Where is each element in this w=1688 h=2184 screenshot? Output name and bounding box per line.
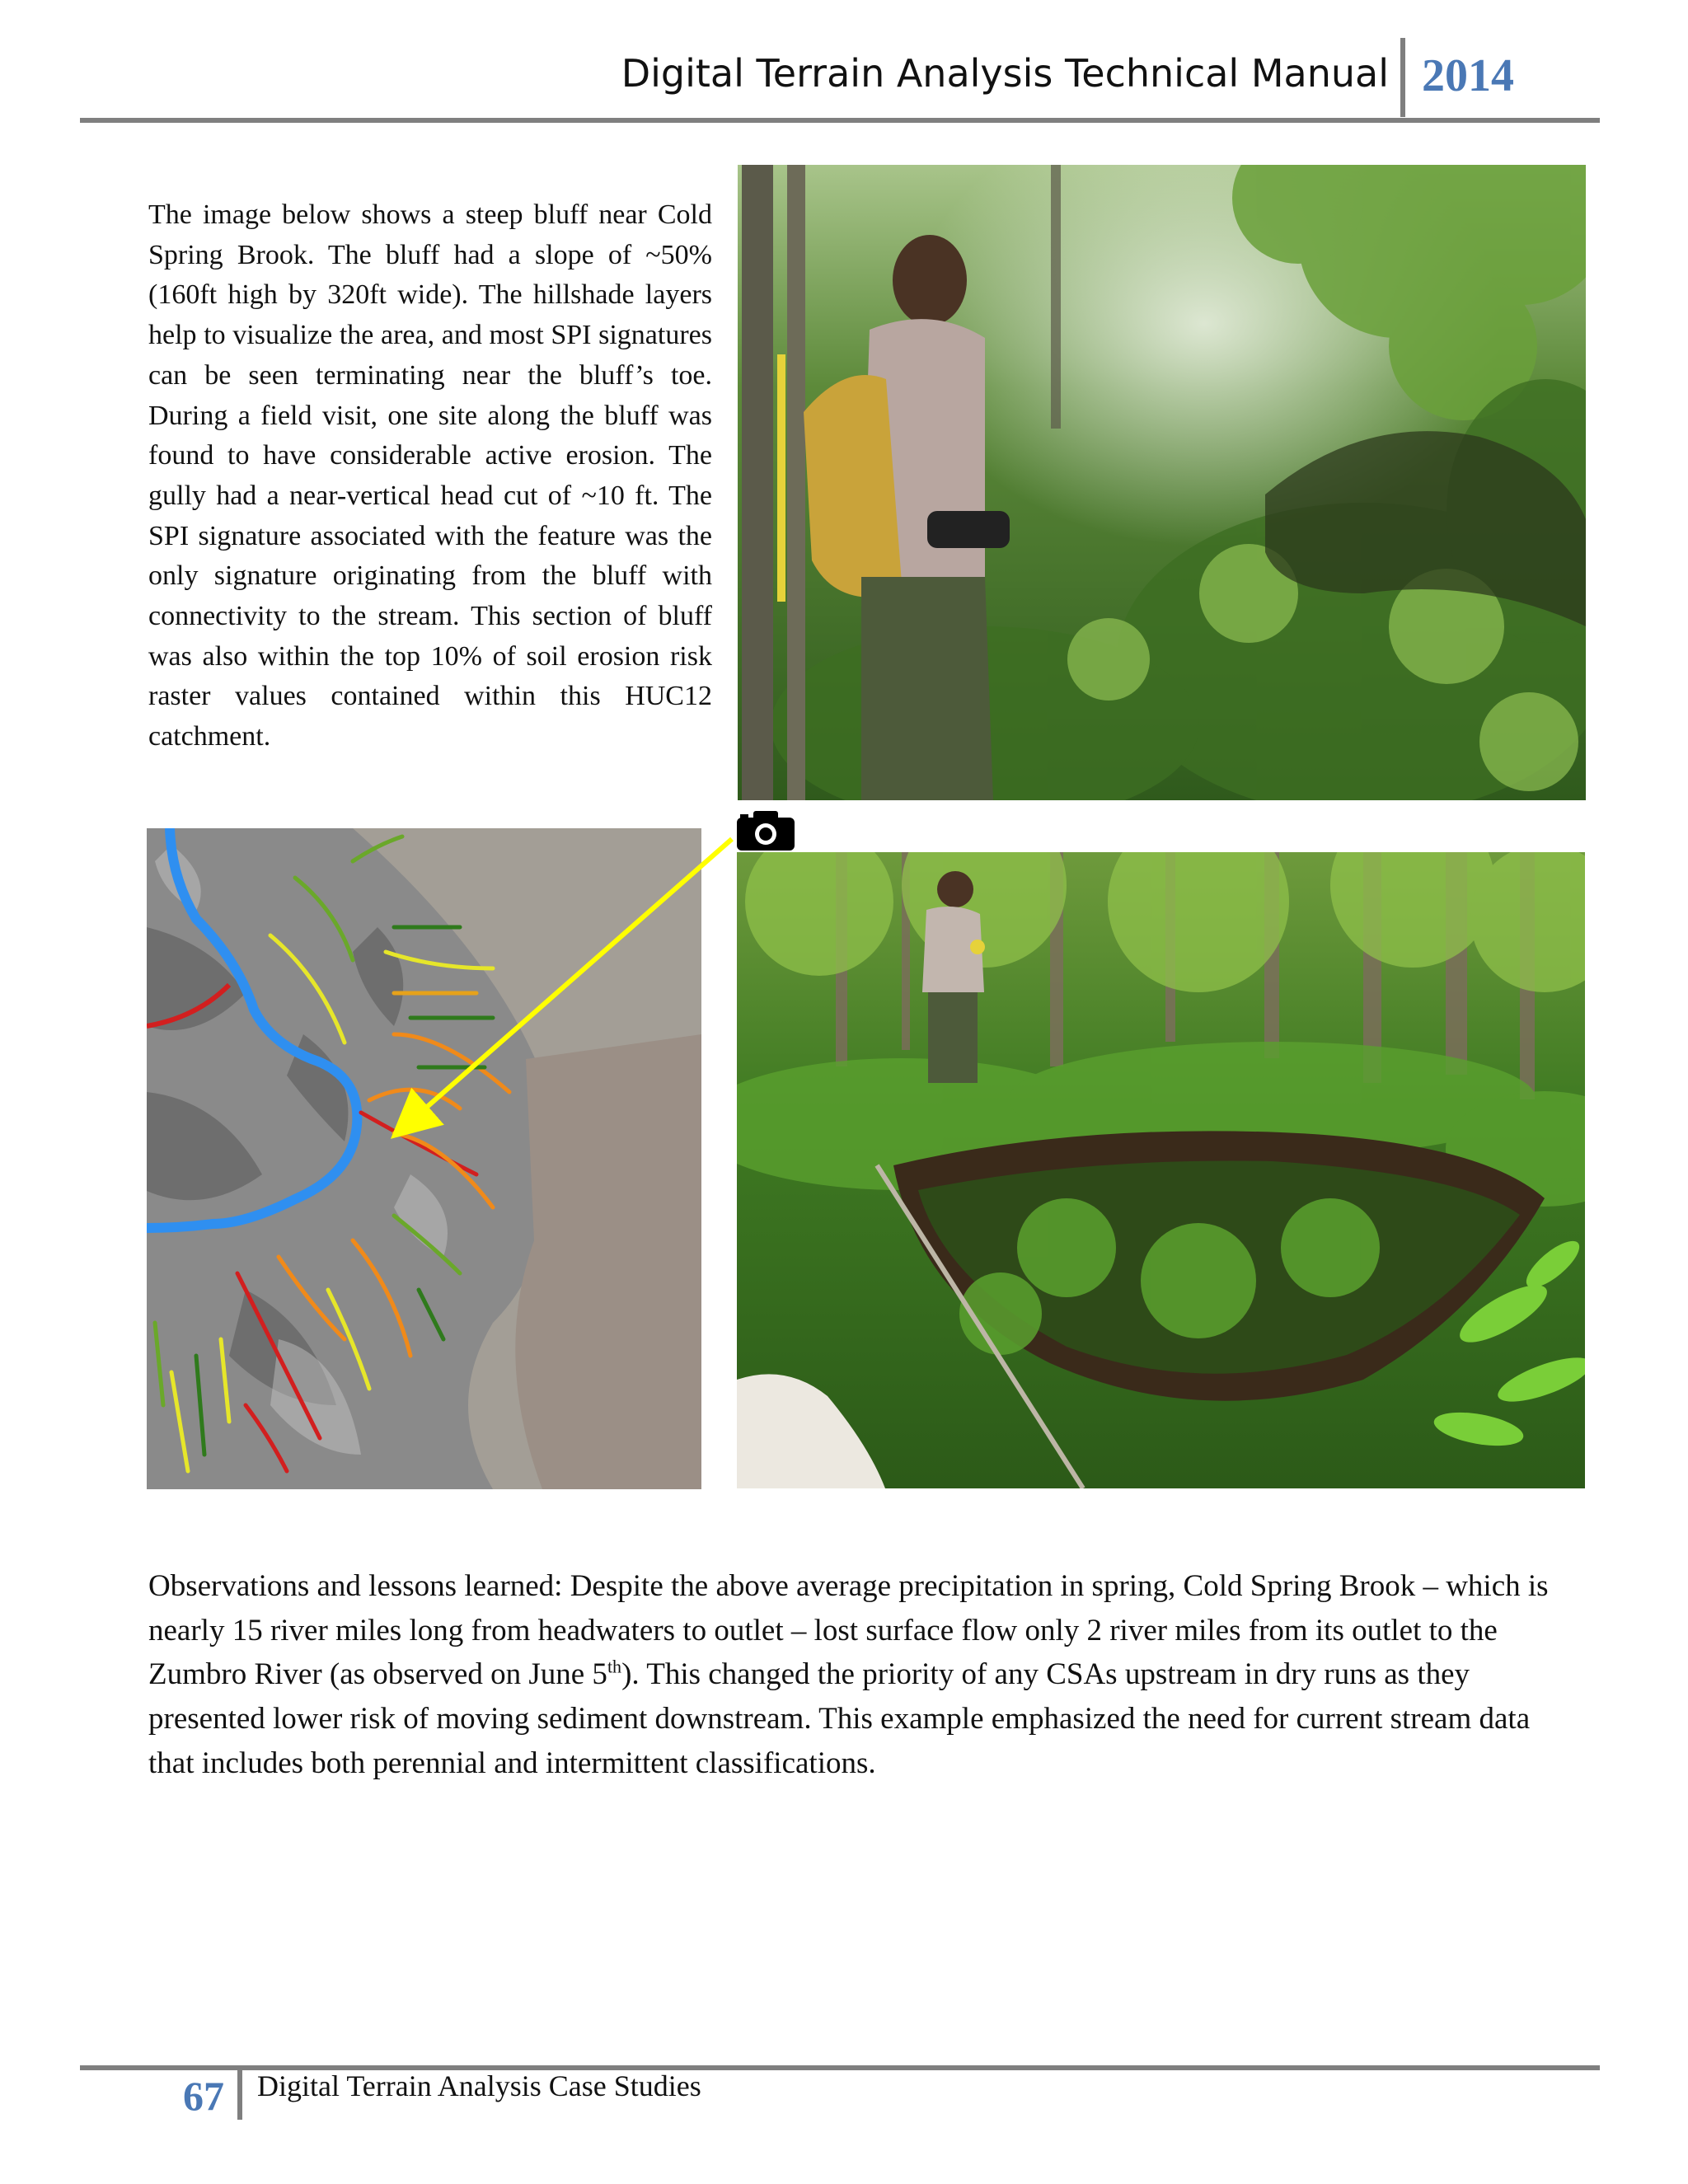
observations-paragraph <box>148 1564 1582 1786</box>
header-separator <box>1400 38 1405 117</box>
footer-section-title: Digital Terrain Analysis Case Studies <box>257 2069 701 2102</box>
hillshade-spi-map <box>147 828 701 1489</box>
running-header-title: Digital Terrain Analysis Technical Manual <box>621 51 1389 96</box>
observations-text-continued: ). This changed the priority of any CSAs upstream in dry runs as they presented lower risk of moving sediment downstream. This example emphasized the need for current stream data that includes both perennial and intermittent classifications. <box>148 1657 1531 1780</box>
observations-text: Observations and lessons learned: Despite the above average precipitation in spring, Cold Spring Brook – which is nearly 15 river miles long from headwaters to outlet – lost surface flow only 2 river miles from its outlet to the Zumbro River (as observed on June 5 <box>148 1569 1549 1692</box>
running-header-year: 2014 <box>1422 50 1514 101</box>
ordinal-superscript: th <box>607 1657 622 1678</box>
field-photo-surveyor <box>738 165 1586 800</box>
field-photo-gully <box>737 852 1585 1488</box>
intro-paragraph: The image below shows a steep bluff near Cold Spring Brook. The bluff had a slope of ~50% (160ft high by 320ft wide). The hillshade layers help to visualize the area, and most SPI signatures can be seen terminating near the bluff’s toe. During a field visit, one site along the bluff was found to have considerable active erosion. The gully had a near-vertical head cut of ~10 ft. The SPI signature associated with the feature was the only signature originating from the bluff with connectivity to the stream. This section of bluff was also within the top 10% of soil erosion risk raster values contained within this HUC12 catchment. <box>148 199 712 752</box>
header-rule <box>80 118 1600 123</box>
page-number: 67 <box>183 2073 224 2119</box>
footer-separator <box>237 2067 242 2120</box>
camera-icon <box>735 809 796 852</box>
